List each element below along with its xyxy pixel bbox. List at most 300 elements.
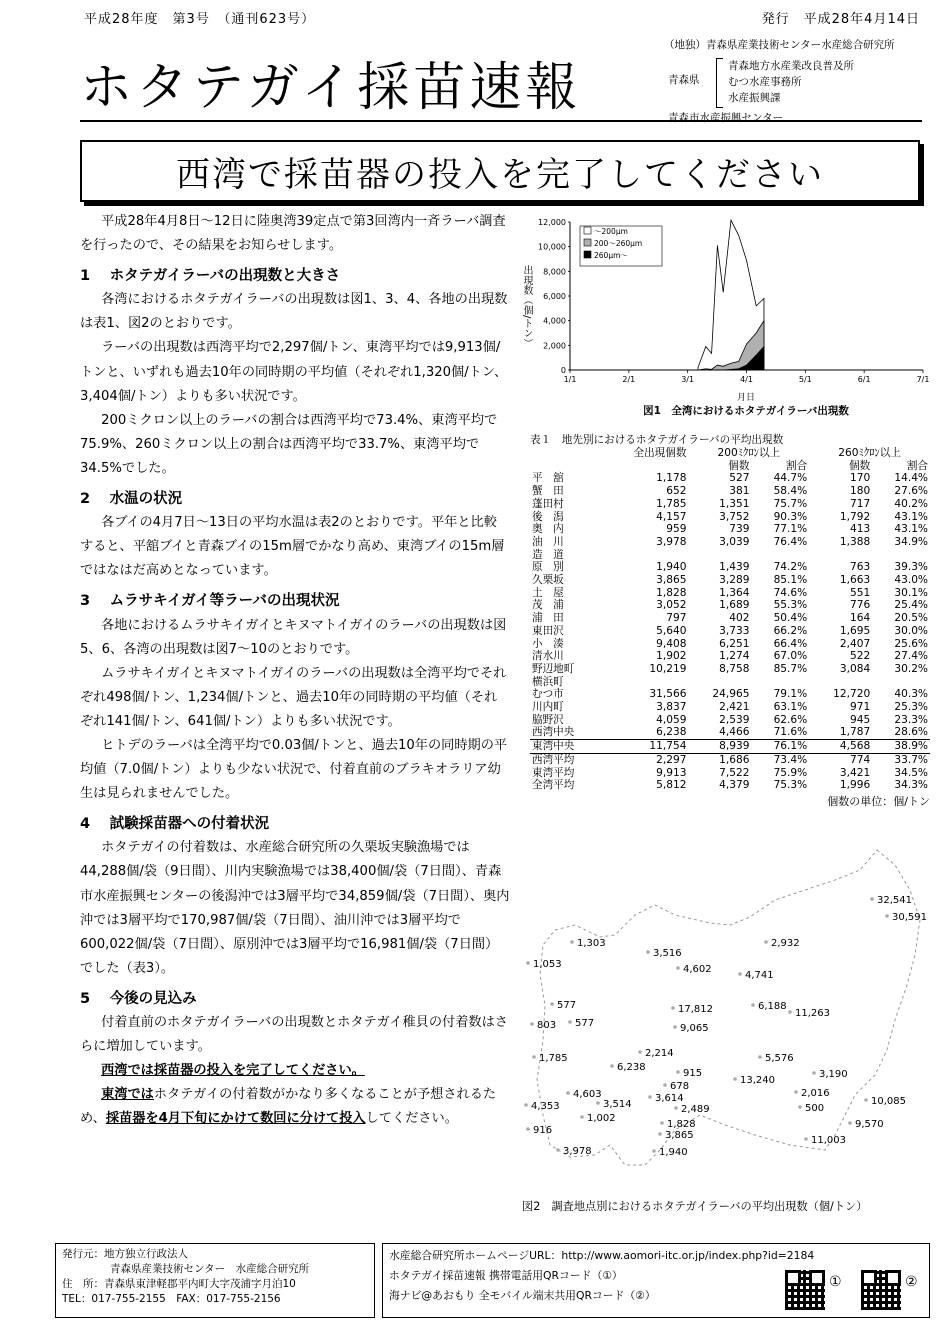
table-cell: 77.1% — [773, 523, 808, 536]
table-cell: 776 — [849, 599, 871, 612]
table-row — [530, 599, 930, 612]
publisher-line: 青森県産業技術センター 水産総合研究所 — [110, 1263, 310, 1275]
table-cell: 11,754 — [649, 740, 687, 753]
table-cell: 12,720 — [833, 688, 871, 701]
station-dot — [596, 1101, 600, 1105]
table-cell: 34.3% — [894, 779, 928, 792]
station-dot — [676, 1070, 680, 1074]
y-tick-label: 4,000 — [543, 316, 566, 326]
station-dot — [788, 1010, 792, 1014]
station-value: 32,541 — [877, 895, 912, 906]
table-cell: 44.7% — [773, 472, 808, 485]
station-value: 1,002 — [587, 1113, 616, 1124]
figure-1-chart — [528, 210, 938, 420]
station-value: 4,602 — [683, 964, 712, 975]
x-tick-label: 3/1 — [681, 375, 695, 384]
x-tick-label: 6/1 — [857, 375, 871, 384]
section-3-p1: 各地におけるムラサキイガイとキヌマトイガイのラーバの出現数は図5、6、各湾の出現数は図7～10のとおりです。 — [80, 617, 507, 657]
table-cell: 71.6% — [773, 726, 808, 739]
table-cell: 8,939 — [719, 740, 750, 753]
qr-1-mark: ① — [829, 1274, 842, 1290]
table-row — [530, 638, 930, 651]
table-row-label: 小 湊 — [532, 637, 564, 650]
table-cell: 1,178 — [656, 472, 687, 485]
station-value: 11,263 — [795, 1008, 830, 1019]
table-cell: 4,059 — [656, 713, 687, 726]
station-dot — [648, 1095, 652, 1099]
table-row — [530, 753, 930, 766]
publisher-line: 発行元：地方独立行政法人 — [62, 1248, 188, 1260]
table-cell: 66.4% — [773, 637, 808, 650]
station-value: 4,603 — [573, 1089, 602, 1100]
table-cell: 3,039 — [719, 535, 750, 548]
issue-date: 発行 平成28年4月14日 — [761, 12, 920, 27]
table-row-label: 平 舘 — [532, 472, 564, 485]
station-value: 3,865 — [665, 1130, 694, 1141]
table-header-cell — [530, 447, 601, 460]
table-header-row — [530, 447, 930, 460]
legend-label: 200～260μm — [594, 239, 643, 248]
table-row — [530, 511, 930, 524]
table-cell: 3,865 — [656, 574, 687, 587]
table-row — [530, 574, 930, 587]
station-dot — [674, 1106, 678, 1110]
table-1 — [530, 432, 930, 809]
table-row-label: 浦 田 — [532, 612, 564, 625]
table-cell: 79.1% — [773, 688, 808, 701]
station-dot — [870, 897, 874, 901]
table-cell: 1,439 — [719, 561, 750, 574]
station-dot — [652, 1149, 656, 1153]
section-2-title: 2 水温の状況 — [80, 491, 183, 508]
table-cell: 40.2% — [894, 497, 928, 510]
table-row-label: 横浜町 — [532, 675, 564, 688]
table-row-label: 久栗坂 — [532, 574, 564, 587]
table-cell: 3,421 — [839, 766, 871, 779]
station-dot — [794, 1090, 798, 1094]
table-cell: 5,640 — [656, 624, 687, 637]
table-cell: 73.4% — [773, 753, 808, 766]
section-3-title: 3 ムラサキイガイ等ラーバの出現状況 — [80, 593, 340, 610]
station-dot — [610, 1064, 614, 1068]
table-row — [530, 676, 930, 689]
station-dot — [804, 1137, 808, 1141]
table-cell: 1,351 — [719, 497, 750, 510]
footer-publisher — [55, 1243, 375, 1318]
table-cell: 31,566 — [649, 688, 687, 701]
org-item: むつ水産事務所 — [728, 76, 802, 88]
org-item: 水産振興課 — [728, 92, 781, 104]
station-value: 4,741 — [745, 970, 774, 981]
station-value: 17,812 — [678, 1004, 713, 1015]
section-1-title: 1 ホタテガイラーバの出現数と大きさ — [80, 268, 341, 285]
table-cell: 1,785 — [656, 497, 687, 510]
station-dot — [676, 966, 680, 970]
table-cell: 7,522 — [719, 766, 750, 779]
table-row — [530, 612, 930, 625]
figure-2-caption: 図2 調査地点別におけるホタテガイラーバの平均出現数（個/トン） — [522, 1200, 868, 1213]
station-value: 9,570 — [855, 1119, 884, 1130]
station-dot — [568, 1020, 572, 1024]
section-5-p1: 付着直前のホタテガイラーバの出現数とホタテガイ稚貝の付着数はさらに増加しています。 — [80, 1015, 508, 1055]
station-dot — [524, 1103, 528, 1107]
table-row-label: 全湾平均 — [532, 779, 575, 792]
station-dot — [671, 1006, 675, 1010]
table-row — [530, 498, 930, 511]
station-value: 3,190 — [819, 1069, 848, 1080]
station-value: 11,003 — [811, 1135, 846, 1146]
station-dot — [566, 1091, 570, 1095]
table-cell: 180 — [849, 485, 871, 498]
table-row-label: 蓬田村 — [532, 497, 564, 510]
table-cell — [688, 676, 751, 689]
table-cell: 25.4% — [894, 599, 928, 612]
org-item: 青森地方水産業改良普及所 — [728, 60, 854, 72]
station-dot — [751, 1003, 755, 1007]
table-header-cell: 個数 — [728, 459, 750, 472]
table-cell: 9,913 — [656, 766, 687, 779]
table-row-label: 茂 浦 — [532, 599, 564, 612]
table-cell: 4,568 — [839, 740, 871, 753]
table-cell — [601, 676, 688, 689]
legend-swatch — [584, 227, 591, 234]
table-cell: 90.3% — [773, 510, 808, 523]
table-cell: 551 — [849, 586, 871, 599]
table-row-label: 原 別 — [532, 561, 564, 574]
station-dot — [885, 914, 889, 918]
station-value: 3,614 — [655, 1093, 684, 1104]
table-cell: 33.7% — [894, 753, 928, 766]
table-row — [530, 688, 930, 701]
table-cell: 38.9% — [894, 740, 928, 753]
station-dot — [638, 1050, 642, 1054]
table-cell: 85.7% — [773, 662, 808, 675]
table-cell: 28.6% — [894, 726, 928, 739]
table-cell — [809, 676, 872, 689]
table-cell: 652 — [666, 485, 687, 498]
figure-2-map — [515, 845, 940, 1195]
table-1-grid — [530, 447, 930, 792]
issue-number: 平成28年度 第3号 （通刊623号） — [84, 12, 316, 27]
header-rule — [80, 120, 922, 122]
table-row-label: 東湾中央 — [532, 740, 575, 753]
station-dot — [550, 1002, 554, 1006]
table-cell: 1,695 — [839, 624, 871, 637]
table-row-label: 東田沢 — [532, 624, 564, 637]
table-cell: 3,837 — [656, 701, 687, 714]
table-cell: 4,466 — [719, 726, 750, 739]
org-city: 青森市水産振興センター — [668, 112, 784, 124]
table-cell: 1,940 — [656, 561, 687, 574]
table-cell: 2,297 — [656, 753, 687, 766]
east-instruction: 採苗器を4月下旬にかけて数回に分けて投入 — [105, 1111, 366, 1127]
table-cell: 24,965 — [712, 688, 750, 701]
table-cell: 34.5% — [894, 766, 928, 779]
y-tick-label: 12,000 — [538, 218, 566, 227]
section-1-p1: 各湾におけるホタテガイラーバの出現数は図1、3、4、各地の出現数は表1、図2のとおりです。 — [80, 292, 508, 332]
station-dot — [658, 1132, 662, 1136]
table-cell: 774 — [849, 753, 871, 766]
table-cell: 2,407 — [839, 637, 871, 650]
x-axis-label: 月日 — [736, 393, 756, 403]
x-tick-label: 5/1 — [798, 375, 812, 384]
table-cell: 2,539 — [719, 713, 750, 726]
station-dot — [673, 1025, 677, 1029]
table-cell: 945 — [849, 713, 871, 726]
table-cell: 4,379 — [719, 779, 750, 792]
table-header-cell — [530, 460, 601, 473]
table-cell: 74.6% — [773, 586, 808, 599]
table-cell: 1,792 — [839, 510, 871, 523]
table-cell: 75.3% — [773, 779, 808, 792]
station-dot — [660, 1121, 664, 1125]
station-value: 500 — [805, 1103, 825, 1114]
section-1-p3: 200ミクロン以上のラーバの割合は西湾平均で73.4%、東湾平均で75.9%、260ミクロン以上の割合は西湾平均で33.7%、東湾平均で34.5%でした。 — [80, 412, 498, 476]
table-cell: 30.0% — [894, 624, 928, 637]
station-value: 916 — [533, 1125, 553, 1136]
table-cell: 717 — [849, 497, 871, 510]
table-cell: 76.1% — [773, 740, 808, 753]
table-cell: 14.4% — [894, 472, 928, 485]
station-dot — [526, 1127, 530, 1131]
station-dot — [580, 1115, 584, 1119]
table-row-label: 野辺地町 — [532, 662, 575, 675]
table-cell: 1,663 — [839, 574, 871, 587]
table-cell: 25.3% — [894, 701, 928, 714]
station-value: 2,214 — [645, 1048, 674, 1059]
footer-links — [382, 1243, 930, 1318]
headline-text: 西湾で採苗器の投入を完了してください — [176, 154, 824, 195]
station-dot — [738, 972, 742, 976]
station-dot — [526, 961, 530, 965]
table-row-label: 造 道 — [532, 548, 564, 561]
table-cell: 30.1% — [894, 586, 928, 599]
section-3-p2: ムラサキイガイとキヌマトイガイのラーバの出現数は全湾平均でそれぞれ498個/トン、1,234個/トンと、過去10年の同時期の平均値（それぞれ141個/トン、641個/トン）よりも多い状況です。 — [80, 665, 507, 729]
station-value: 577 — [557, 1000, 577, 1011]
table-cell: 381 — [729, 485, 750, 498]
section-5-west — [80, 1059, 510, 1083]
table-cell: 43.1% — [894, 510, 928, 523]
station-value: 13,240 — [740, 1075, 775, 1086]
table-cell: 5,812 — [656, 779, 687, 792]
section-1-p2: ラーバの出現数は西湾平均で2,297個/トン、東湾平均では9,913個/トンと、いずれも過去10年の同時期の平均値（それぞれ1,320個/トン、3,404個/トン）よりも多い状況です。 — [80, 340, 508, 404]
publisher-address: 住 所：青森県東津軽郡平内町大字茂浦字月泊10 — [62, 1278, 296, 1290]
table-cell: 6,238 — [656, 726, 687, 739]
east-text-b: してください。 — [365, 1111, 458, 1127]
y-axis-label: 出現数（個/トン） — [521, 265, 532, 349]
qr-1-label: ホタテガイ採苗速報 携帯電話用QRコード（①） — [389, 1269, 623, 1282]
station-value: 4,353 — [531, 1101, 560, 1112]
station-value: 3,514 — [603, 1099, 632, 1110]
table-cell: 3,978 — [656, 535, 687, 548]
section-5-title: 5 今後の見込み — [80, 990, 197, 1007]
table-cell — [751, 676, 809, 689]
y-tick-label: 10,000 — [538, 242, 566, 252]
table-cell: 27.4% — [894, 650, 928, 663]
table-row-label: 西湾中央 — [532, 726, 575, 739]
table-row — [530, 650, 930, 663]
table-row-label: 蟹 田 — [532, 485, 564, 498]
table-cell: 1,902 — [656, 650, 687, 663]
station-dot — [812, 1071, 816, 1075]
x-tick-label: 7/1 — [916, 375, 930, 384]
table-cell: 959 — [666, 523, 687, 536]
table-row-label: 脇野沢 — [532, 713, 564, 726]
station-dot — [556, 1148, 560, 1152]
table-row-label: 油 川 — [532, 535, 564, 548]
table-cell: 1,787 — [839, 726, 871, 739]
section-5-east — [80, 1083, 510, 1131]
table-cell: 3,084 — [839, 662, 871, 675]
table-cell: 6,251 — [719, 637, 750, 650]
station-value: 2,932 — [771, 938, 800, 949]
table-cell: 66.2% — [773, 624, 808, 637]
station-value: 2,016 — [801, 1088, 830, 1099]
table-row-label: 川内町 — [532, 701, 564, 714]
table-cell: 527 — [729, 472, 750, 485]
section-4-p1: ホタテガイの付着数は、水産総合研究所の久栗坂実験漁場では44,288個/袋（9日間）、川内実験漁場では38,400個/袋（7日間）、青森市水産振興センターの後潟沖では3層平均で34,859個/袋（7日間）、奥内沖では3層平均で170,987個/袋（7日間）、油川沖では3層平均で600,022個/袋（7日間）、原別沖では3層平均で16,981個/袋（7日間）でした（表3）。 — [80, 840, 510, 976]
station-value: 1,053 — [533, 959, 562, 970]
page-title: ホタテガイ採苗速報 — [80, 58, 582, 118]
table-cell: 62.6% — [773, 713, 808, 726]
table-cell: 1,828 — [656, 586, 687, 599]
table-cell: 1,388 — [839, 535, 871, 548]
station-value: 2,489 — [681, 1104, 710, 1115]
publisher-phone: TEL：017-755-2155 FAX：017-755-2156 — [62, 1293, 281, 1305]
table-cell: 4,157 — [656, 510, 687, 523]
table-cell: 522 — [849, 650, 871, 663]
station-value: 3,978 — [563, 1146, 592, 1157]
y-tick-label: 2,000 — [543, 341, 566, 351]
org-list — [728, 58, 854, 106]
table-cell: 2,421 — [719, 701, 750, 714]
table-cell: 55.3% — [773, 599, 808, 612]
table-cell: 10,219 — [649, 662, 687, 675]
table-row — [530, 625, 930, 638]
org-pref: 青森県 — [668, 74, 700, 86]
station-value: 3,516 — [653, 948, 682, 959]
table-1-unit: 個数の単位：個/トン — [827, 794, 930, 808]
table-row — [530, 714, 930, 727]
legend-label: 260μm～ — [594, 251, 628, 260]
qr-code-1[interactable] — [785, 1270, 825, 1310]
station-value: 803 — [537, 1020, 557, 1031]
station-value: 6,238 — [617, 1062, 646, 1073]
intro-paragraph: 平成28年4月8日～12日に陸奥湾39定点で第3回湾内一斉ラーバ調査を行ったので、その結果をお知らせします。 — [80, 214, 506, 254]
table-cell: 1,686 — [719, 753, 750, 766]
station-dot — [848, 1121, 852, 1125]
table-cell — [809, 549, 872, 562]
table-cell: 25.6% — [894, 637, 928, 650]
table-cell: 76.4% — [773, 535, 808, 548]
table-row-label: 西湾平均 — [532, 753, 575, 766]
station-dot — [570, 940, 574, 944]
table-row-label: 土 屋 — [532, 586, 564, 599]
table-header-cell — [601, 460, 688, 473]
table-header-cell: 割合 — [906, 459, 928, 472]
station-dot — [798, 1105, 802, 1109]
table-row-label: 清水川 — [532, 650, 564, 663]
station-value: 1,303 — [577, 938, 606, 949]
homepage-url[interactable]: 水産総合研究所ホームページURL：http://www.aomori-itc.or.jp/index.php?id=2184 — [389, 1249, 815, 1262]
table-1-title: 表１ 地先別におけるホタテガイラーバの平均出現数 — [530, 434, 784, 446]
table-cell: 739 — [729, 523, 750, 536]
table-cell: 63.1% — [773, 701, 808, 714]
table-cell: 23.3% — [894, 713, 928, 726]
table-header-cell: 全出現個数 — [633, 447, 687, 459]
station-dot — [764, 940, 768, 944]
table-cell — [872, 549, 930, 562]
station-value: 1,828 — [667, 1119, 696, 1130]
table-cell: 20.5% — [894, 612, 928, 625]
table-cell: 3,289 — [719, 574, 750, 587]
table-cell: 75.9% — [773, 766, 808, 779]
table-cell: 40.3% — [894, 688, 928, 701]
station-value: 10,085 — [871, 1096, 906, 1107]
table-cell — [872, 676, 930, 689]
table-row — [530, 701, 930, 714]
table-cell: 1,689 — [719, 599, 750, 612]
y-tick-label: 8,000 — [543, 267, 566, 277]
x-tick-label: 1/1 — [563, 375, 577, 384]
table-cell: 1,274 — [719, 650, 750, 663]
table-cell: 8,758 — [719, 662, 750, 675]
headline — [80, 140, 920, 202]
table-cell: 74.2% — [773, 561, 808, 574]
figure-1-caption: 図1 全湾におけるホタテガイラーバ出現数 — [643, 405, 849, 417]
section-4-title: 4 試験採苗器への付着状況 — [80, 816, 270, 833]
table-row — [530, 561, 930, 574]
table-cell: 1,996 — [839, 779, 871, 792]
station-dot — [646, 950, 650, 954]
table-cell: 402 — [729, 612, 750, 625]
x-tick-label: 2/1 — [622, 375, 636, 384]
table-row-label: 後 潟 — [532, 510, 564, 523]
station-dot — [663, 1083, 667, 1087]
x-tick-label: 4/1 — [740, 375, 753, 384]
org-main: （地独）青森県産業技術センター水産総合研究所 — [664, 39, 895, 51]
table-row — [530, 767, 930, 780]
table-header-cell: 200ﾐｸﾛﾝ以上 — [717, 447, 781, 459]
table-cell: 3,752 — [719, 510, 750, 523]
table-cell — [601, 549, 688, 562]
table-header-cell: 割合 — [786, 459, 808, 472]
station-dot — [733, 1077, 737, 1081]
table-cell: 85.1% — [773, 574, 808, 587]
table-row — [530, 663, 930, 676]
table-cell — [751, 549, 809, 562]
section-3-p3: ヒトデのラーバは全湾平均で0.03個/トンと、過去10年の同時期の平均値（7.0個/トン）よりも少ない状況で、付着直前のブラキオラリア幼生は見られませんでした。 — [80, 737, 508, 802]
table-row — [530, 587, 930, 600]
table-cell: 3,052 — [656, 599, 687, 612]
table-row-label: 東湾平均 — [532, 766, 575, 779]
table-row — [530, 485, 930, 498]
east-text-a: ホタテガイの付着数がかなり多くなることが予想されるため、 — [80, 1087, 497, 1127]
table-cell: 9,408 — [656, 637, 687, 650]
legend-label: ～200μm — [594, 227, 628, 236]
table-cell: 67.0% — [773, 650, 808, 663]
station-value: 30,591 — [892, 912, 927, 923]
table-row — [530, 779, 930, 792]
table-cell: 43.0% — [894, 574, 928, 587]
table-cell: 413 — [849, 523, 871, 536]
table-row — [530, 523, 930, 536]
station-value: 5,576 — [765, 1053, 794, 1064]
table-cell: 30.2% — [894, 662, 928, 675]
qr-code-2[interactable] — [861, 1270, 901, 1310]
station-dot — [530, 1022, 534, 1026]
table-row — [530, 472, 930, 485]
